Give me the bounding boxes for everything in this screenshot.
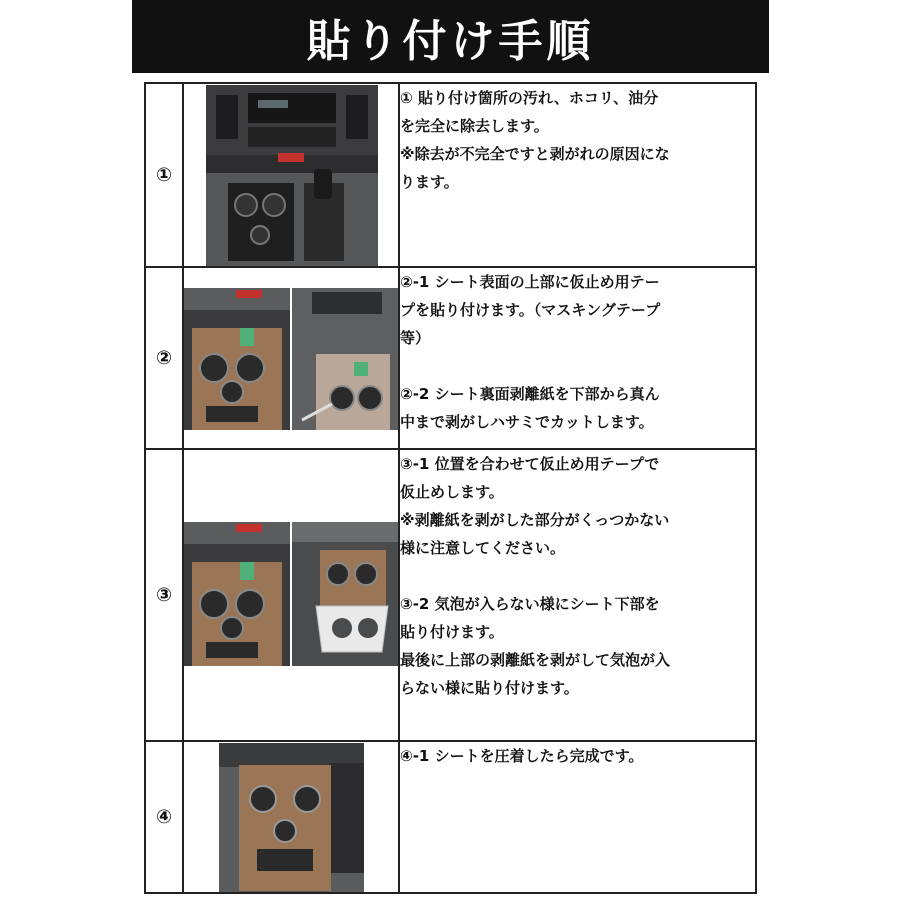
- step-photo-cell: [183, 741, 399, 893]
- step-number: ②: [145, 267, 183, 449]
- paragraph-gap: [400, 562, 755, 590]
- step-row-1: [145, 83, 756, 267]
- step-description: [399, 83, 756, 267]
- text-line: ① 貼り付け箇所の汚れ、ホコリ、油分: [400, 89, 659, 107]
- position-photo: [184, 522, 290, 666]
- step-photo-cell: [183, 449, 399, 741]
- peel-photo: [292, 522, 398, 666]
- step-row-3: [145, 449, 756, 741]
- step-number: ①: [145, 83, 183, 267]
- step-number: ③: [145, 449, 183, 741]
- step-photo-cell: [183, 267, 399, 449]
- text-line: 最後に上部の剥離紙を剥がして気泡が入: [400, 651, 671, 669]
- text-line: ります。: [400, 173, 459, 191]
- text-line: ③-2 気泡が入らない様にシート下部を: [400, 595, 660, 613]
- text-line: 等）: [400, 329, 431, 347]
- page-title: 貼り付け手順: [132, 0, 769, 73]
- step-description: [399, 267, 756, 449]
- step-2-2-text: [400, 380, 755, 436]
- step-row-4: [145, 741, 756, 893]
- text-line: ※除去が不完全ですと剥がれの原因にな: [400, 145, 670, 163]
- text-line: 貼り付けます。: [400, 623, 504, 641]
- step-2-1-text: [400, 268, 755, 352]
- step-3-1-text: [400, 450, 755, 562]
- step-description: [399, 449, 756, 741]
- text-line: ④-1 シートを圧着したら完成です。: [400, 747, 644, 765]
- text-line: 中まで剥がしハサミでカットします。: [400, 413, 654, 431]
- text-line: を完全に除去します。: [400, 117, 549, 135]
- step-number: ④: [145, 741, 183, 893]
- finished-photo: [219, 743, 364, 893]
- step-photo-cell: [183, 83, 399, 267]
- text-line: ②-1 シート表面の上部に仮止め用テー: [400, 273, 660, 291]
- step-4-1-text: [400, 742, 755, 770]
- steps-table: [144, 82, 757, 894]
- tape-photo: [184, 288, 290, 430]
- text-line: ②-2 シート裏面剥離紙を下部から真ん: [400, 385, 660, 403]
- text-line: プを貼り付けます。（マスキングテープ: [400, 301, 661, 319]
- step-row-2: [145, 267, 756, 449]
- step-description: [399, 741, 756, 893]
- text-line: 仮止めします。: [400, 483, 504, 501]
- cutting-photo: [292, 288, 398, 430]
- text-line: ③-1 位置を合わせて仮止め用テープで: [400, 455, 660, 473]
- step-1-text: [400, 84, 755, 196]
- dashboard-photo: [206, 85, 378, 267]
- text-line: らない様に貼り付けます。: [400, 679, 579, 697]
- paragraph-gap: [400, 352, 755, 380]
- text-line: ※剥離紙を剥がした部分がくっつかない: [400, 511, 670, 529]
- step-3-2-text: [400, 590, 755, 702]
- text-line: 様に注意してください。: [400, 539, 566, 557]
